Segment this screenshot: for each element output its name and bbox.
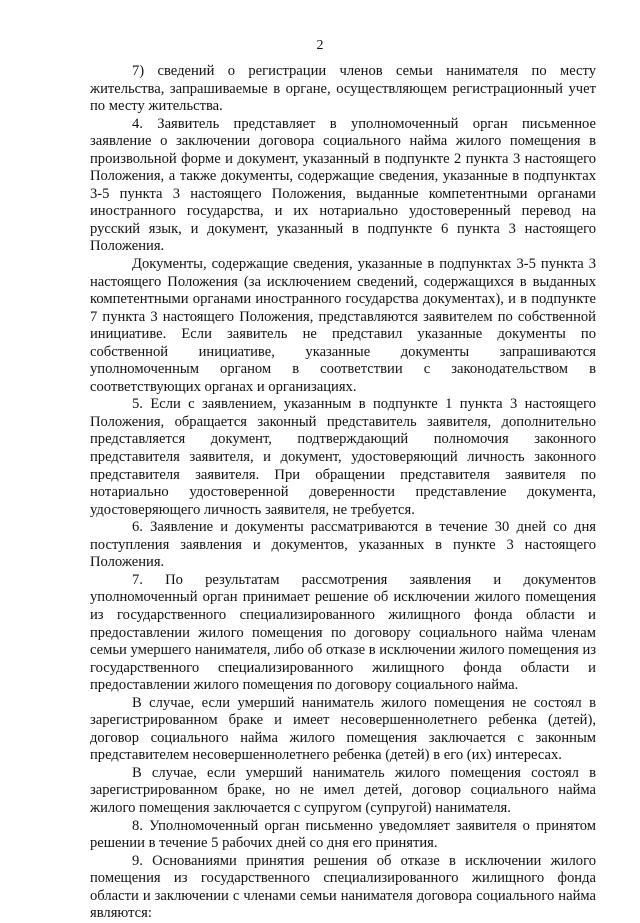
paragraph-clause-8: 8. Уполномоченный орган письменно уведомляет заявителя о принятом решении в течение 5 рабочих дней со дня его принятия. — [90, 817, 596, 852]
paragraph-clause-9: 9. Основаниями принятия решения об отказе в исключении жилого помещения из государственного специализированного жилищного фонда области и заключении с членами семьи нанимателя договора социального найма являются: — [90, 852, 596, 922]
paragraph-clause-5: 5. Если с заявлением, указанным в подпункте 1 пункта 3 настоящего Положения, обращается законный представитель заявителя, дополнительно представляется документ, подтверждающий полномочия законного представителя заявителя, и документ, удостоверяющий личность законного представителя заявителя. При обращении представителя заявителя по нотариально удостоверенной доверенности представление документа, удостоверяющего личность заявителя, не требуется. — [90, 396, 596, 518]
paragraph-clause-4-documents: Документы, содержащие сведения, указанные в подпунктах 3-5 пункта 3 настоящего Положения (за исключением сведений, содержащихся в выданных компетентными органами иностранного государства документах), и в подпункте 7 пункта 3 настоящего Положения, представляются заявителем по собственной инициативе. Если заявитель не представил указанные документы по собственной инициативе, указанные документы запрашиваются уполномоченным органом в соответствии с законодательством в соответствующих органах и организациях. — [90, 256, 596, 395]
document-body — [90, 63, 596, 923]
paragraph-clause-6: 6. Заявление и документы рассматриваются в течение 30 дней со дня поступления заявления и документов, указанных в пункте 3 настоящего Положения. — [90, 519, 596, 571]
paragraph-clause-4: 4. Заявитель представляет в уполномоченный орган письменное заявление о заключении договора социального найма жилого помещения в произвольной форме и документ, указанный в подпункте 2 пункта 3 настоящего Положения, а также документы, содержащие сведения, указанные в подпунктах 3-5 пункта 3 настоящего Положения, выданные компетентными органами иностранного государства, и их нотариально удостоверенный перевод на русский язык, и документ, указанный в подпункте 6 пункта 3 настоящего Положения. — [90, 115, 596, 255]
paragraph-item-7-registration: 7) сведений о регистрации членов семьи нанимателя по месту жительства, запрашиваемые в органе, осуществляющем регистрационный учет по месту жительства. — [90, 63, 596, 115]
page-number: 2 — [316, 38, 324, 53]
paragraph-clause-7-unmarried: В случае, если умерший наниматель жилого помещения не состоял в зарегистрированном браке и имеет несовершеннолетнего ребенка (детей), договор социального найма жилого помещения заключается с законным представителем несовершеннолетнего ребенка (детей) в его (их) интересах. — [90, 694, 596, 764]
paragraph-clause-7: 7. По результатам рассмотрения заявления и документов уполномоченный орган принимает решение об исключении жилого помещения из государственного специализированного жилищного фонда области и предоставлении жилого помещения по договору социального найма членам семьи умершего нанимателя, либо об отказе в исключении жилого помещения из государственного специализированного жилищного фонда области и предоставлении жилого помещения по договору социального найма. — [90, 571, 597, 694]
paragraph-clause-7-married: В случае, если умерший наниматель жилого помещения состоял в зарегистрированном браке, но не имел детей, договор социального найма жилого помещения заключается с супругом (супругой) нанимателя. — [90, 764, 596, 816]
